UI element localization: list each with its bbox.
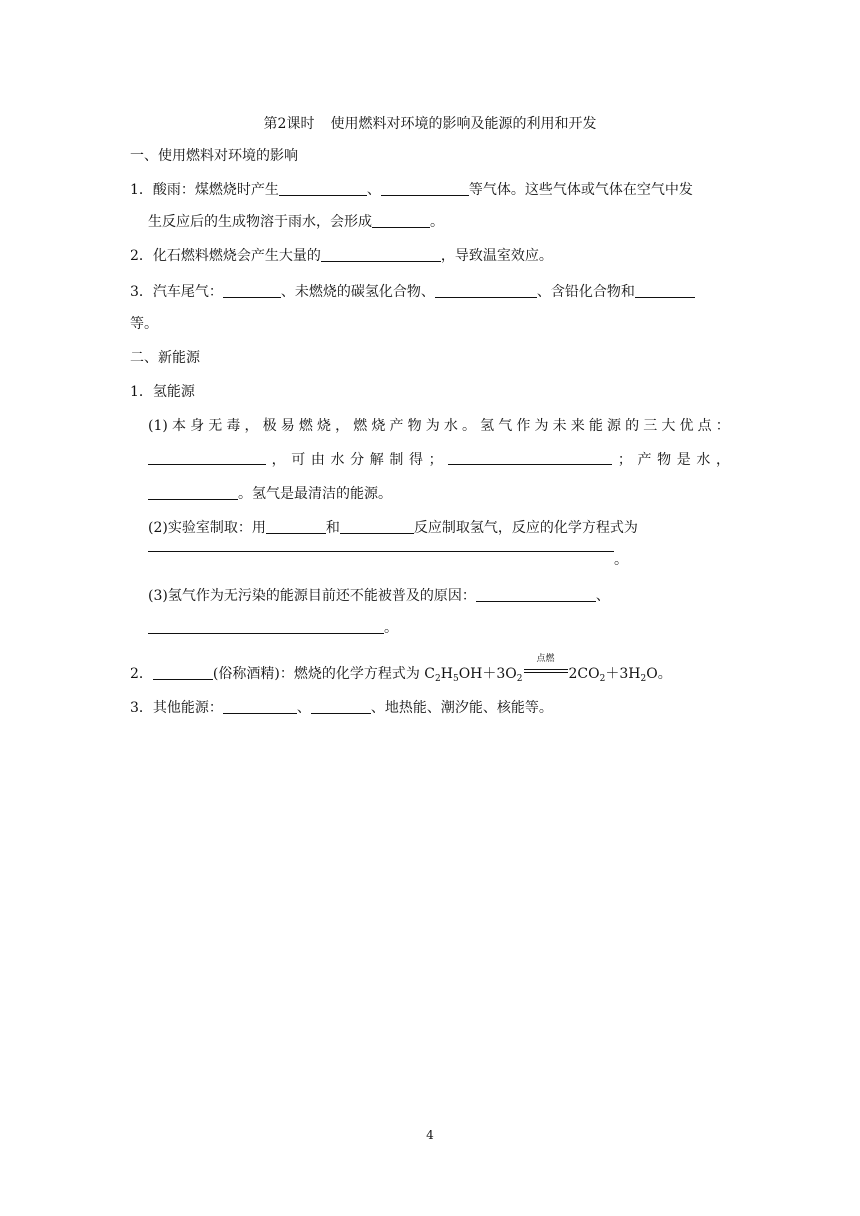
blank-exhaust-1[interactable] — [223, 283, 281, 298]
blank-exhaust-3[interactable] — [635, 283, 695, 298]
hydrogen-para1-char: (1) — [148, 418, 168, 434]
page-number: 4 — [426, 1128, 434, 1142]
hydrogen-para1-char: 。 — [461, 418, 476, 434]
hydrogen-para3-line2: 。 — [148, 618, 398, 638]
hydrogen-para1-char: 烧 — [371, 418, 386, 434]
hydrogen-para1-char: 身 — [190, 418, 205, 434]
blank-greenhouse-gas[interactable] — [321, 247, 441, 262]
blank-h2-advantage-2[interactable] — [448, 450, 612, 465]
item-exhaust-line2: 等。 — [130, 316, 158, 332]
page-title — [0, 114, 860, 134]
hydrogen-para1-char: 产 — [389, 418, 404, 434]
hydrogen-para1-char: 无 — [208, 418, 223, 434]
hydrogen-para1-char: 极 — [262, 418, 277, 434]
hydrogen-para1-char: 毒 — [226, 418, 241, 434]
hydrogen-para1-line2: ， 可 由 水 分 解 制 得 ； ； 产 物 是 水 ， — [148, 450, 730, 470]
reaction-condition: 点燃 — [536, 654, 555, 664]
item-acid-rain-line2: 生反应后的生成物溶于雨水，会形成 。 — [148, 214, 444, 230]
hydrogen-para1-char: 优 — [679, 418, 694, 434]
section-heading-1: 一、使用燃料对环境的影响 — [130, 148, 298, 164]
reaction-arrow — [524, 654, 568, 678]
lesson-number: 第2课时 — [263, 116, 315, 132]
hydrogen-para1-char: 燃 — [298, 418, 313, 434]
hydrogen-para3-line1: (3)氢气作为无污染的能源目前还不能被普及的原因： 、 — [148, 588, 610, 604]
hydrogen-para1-char: 作 — [516, 418, 531, 434]
blank-reason-2[interactable] — [148, 619, 384, 634]
hydrogen-para1-char: 未 — [552, 418, 567, 434]
blank-reason-1[interactable] — [476, 587, 596, 602]
blank-h2-advantage-3[interactable] — [148, 485, 238, 500]
item-hydrogen-label: 1．氢能源 — [130, 384, 195, 400]
item-acid-rain-line1: 1．酸雨：煤燃烧时产生 、 等气体。这些气体或气体在空气中发 — [130, 182, 693, 198]
hydrogen-para1-char: 燃 — [353, 418, 368, 434]
item-exhaust-line1: 3．汽车尾气： 、未燃烧的碳氢化合物、 、含铅化合物和 — [130, 282, 695, 302]
lesson-topic: 使用燃料对环境的影响及能源的利用和开发 — [330, 116, 597, 132]
blank-other-energy-1[interactable] — [223, 699, 297, 714]
hydrogen-para1-char: 源 — [606, 418, 621, 434]
hydrogen-para1-char: 烧 — [316, 418, 331, 434]
hydrogen-para1-char: 能 — [588, 418, 603, 434]
hydrogen-para1-char: 气 — [498, 418, 513, 434]
hydrogen-para1-char: ： — [715, 418, 730, 434]
blank-lab-equation[interactable] — [148, 551, 614, 552]
hydrogen-para1-char: 来 — [570, 418, 585, 434]
blank-acid-gas-2[interactable] — [381, 181, 469, 196]
hydrogen-para1-char: ， — [335, 418, 350, 434]
equation-period: 。 — [614, 552, 628, 568]
hydrogen-para1-char: 三 — [643, 418, 658, 434]
blank-acid-gas-1[interactable] — [279, 181, 367, 196]
item-greenhouse: 2．化石燃料燃烧会产生大量的 ，导致温室效应。 — [130, 248, 553, 264]
hydrogen-para1-char: 水 — [443, 418, 458, 434]
hydrogen-para1-char: 易 — [280, 418, 295, 434]
hydrogen-para2-line1: (2)实验室制取：用 和 反应制取氢气，反应的化学方程式为 — [148, 520, 638, 536]
hydrogen-para1-char: 的 — [625, 418, 640, 434]
blank-reagent-2[interactable] — [340, 519, 414, 534]
blank-h2-advantage-1[interactable] — [148, 450, 266, 465]
blank-exhaust-2[interactable] — [435, 283, 537, 298]
blank-ethanol-name[interactable] — [153, 665, 213, 680]
hydrogen-para1-char: 为 — [534, 418, 549, 434]
hydrogen-para1-char: 大 — [661, 418, 676, 434]
blank-reagent-1[interactable] — [266, 519, 326, 534]
hydrogen-para1-char: ， — [244, 418, 259, 434]
hydrogen-para1-char: 本 — [171, 418, 186, 434]
item-other-energy: 3．其他能源： 、 、地热能、潮汐能、核能等。 — [130, 700, 553, 716]
blank-other-energy-2[interactable] — [311, 699, 371, 714]
hydrogen-para1-line1 — [148, 416, 730, 436]
blank-acid-rain[interactable] — [372, 213, 430, 228]
item-ethanol: 2． (俗称酒精)：燃烧的化学方程式为 $C_2H_5OH+3O_2$ 点燃 $2CO_2+3H_2O$。 — [130, 654, 672, 684]
hydrogen-para1-char: 点 — [697, 418, 712, 434]
hydrogen-para1-char: 氢 — [480, 418, 495, 434]
hydrogen-para1-char: 为 — [425, 418, 440, 434]
hydrogen-para1-char: 物 — [407, 418, 422, 434]
section-heading-2: 二、新能源 — [130, 350, 200, 366]
hydrogen-para1-line3: 。氢气是最清洁的能源。 — [148, 484, 392, 504]
